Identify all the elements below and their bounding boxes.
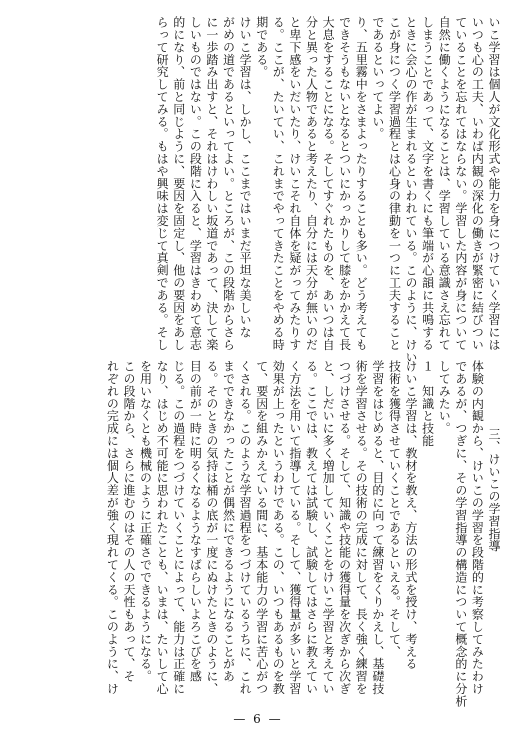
text-line: であるといってよい。: [370, 16, 385, 140]
text-line: 技術を獲得させていくことであるといえる。そして、: [387, 360, 402, 658]
text-line: 学習をはじめると、目的に向って練習をくりかえし、基礎技: [370, 360, 385, 695]
text-line: を用いなくとも機械のように正確さでできるようになる。: [138, 360, 153, 683]
text-line: であるが、つぎに、その学習指導の構造について概念的に分析: [453, 360, 468, 708]
text-line: この段階から、さらに進むのはその人の天性もあって、そ: [121, 360, 136, 683]
text-line: けいこ学習は、教材を教え、方法の形式を授け、考える: [404, 360, 419, 670]
text-line: る。そのときの気持は桶の底が一度にぬけたときのように、: [204, 360, 219, 695]
top-text-block: [154, 16, 502, 364]
text-line: できそうもないとなるとついにかっかりして膝をかかえて長: [337, 16, 352, 351]
text-line: と卑下感をいだいたり、けいこそれ自体を疑がってみたりす: [287, 16, 302, 351]
text-line: り、五里霧中をさまよったりすることも多い。どう考えても: [354, 16, 369, 351]
text-line: 術を学習させる。その技術の完成に対して、長く強く練習を: [354, 360, 369, 695]
sub-heading: １ 知識と技能: [420, 360, 435, 447]
text-line: ときに会心の作が生まれるといわれている。このように、けい: [404, 16, 419, 364]
text-line: いつも心の工夫、いわば内観の深化の働きが緊密に結びつい: [470, 16, 485, 351]
text-line: こが身につく学習過程とは心身の律動を一つに工夫すること: [387, 16, 402, 351]
text-line: る。ここが、たいてい、これまでやってきたことをやめる時: [271, 16, 286, 351]
text-line: くされる。このような学習過程をつづけているうちに、これ: [238, 360, 253, 695]
text-line: れぞれの完成には個人差が強く現れてくる。このように、け: [105, 360, 120, 695]
text-line: に一歩踏み出すと、それはけわしい坂道であって、決して楽: [204, 16, 219, 351]
text-line: つづけさせる。そして、知識や技能の獲得量を次ぎから次ぎ: [337, 360, 352, 695]
text-line: と、しだいに多く増加していくことをけいこ学習と考えてい: [321, 360, 336, 695]
text-line: 効果が上ったというわけである。この、いつもあるものを教: [271, 360, 286, 695]
text-line: 体験の内観から、けいこの学習を段階的に考察してみたわけ: [470, 360, 485, 695]
text-line: なり、はじめ不可能に思われたことも、いまは、たいして心: [155, 360, 170, 695]
text-line: 期である。: [254, 16, 269, 78]
text-line: 的になり、前と同じように、要因を固定し、他の要因をあし: [171, 16, 186, 351]
text-line: 目の前が一時に明るくなるようなすばらしいよろこびを感: [188, 360, 203, 683]
text-line: けいこ学習は、しかし、ここまではいまだ平坦な美しいな: [238, 16, 253, 339]
text-line: 自然に働くようになることは、学習している意識さえ忘れて: [437, 16, 452, 351]
text-line: 分と異った人物であると考えたり、自分には天分が無いのだ: [304, 16, 319, 351]
text-line: しいものではない。この段階に入ると、学習はきわめて意志: [188, 16, 203, 351]
text-line: く方法を用いて指導している。そして、獲得量が多いと学習: [287, 360, 302, 695]
text-line: がめの道であるといってよい。ところが、この段階からさら: [221, 16, 236, 351]
text-line: 大息をすることになる。そしてすぐれたものを、あいつは自: [321, 16, 336, 351]
page-number: — 6 —: [233, 712, 283, 726]
section-heading: 三、けいこの学習指導: [487, 428, 501, 552]
text-line: してみたい。: [437, 360, 452, 435]
text-line: までできなかったことが偶然にできるようになることがあ: [221, 360, 236, 683]
text-line: しまうことであって、文字を書くにも筆端が心韻に共鳴する: [420, 16, 435, 351]
bottom-text-block: [104, 360, 502, 708]
text-line: じる。この過程をつづけていくことによって、能力は正確に: [171, 360, 186, 695]
text-line: ていることを忘れてはならない。学習した内容が身について: [453, 16, 468, 351]
text-line: いこ学習は個人が文化形式や能力を身につけていく学習には: [487, 16, 501, 351]
text-line: らって研究してみる。もはや興味は変じて真剣である。そし: [155, 16, 170, 351]
text-line: る。ここでは、教えては試験し、試験してはさらに教えてい: [304, 360, 319, 695]
text-line: て、要因を組みかえている間に、基本能力の学習に苦心がつ: [254, 360, 269, 695]
